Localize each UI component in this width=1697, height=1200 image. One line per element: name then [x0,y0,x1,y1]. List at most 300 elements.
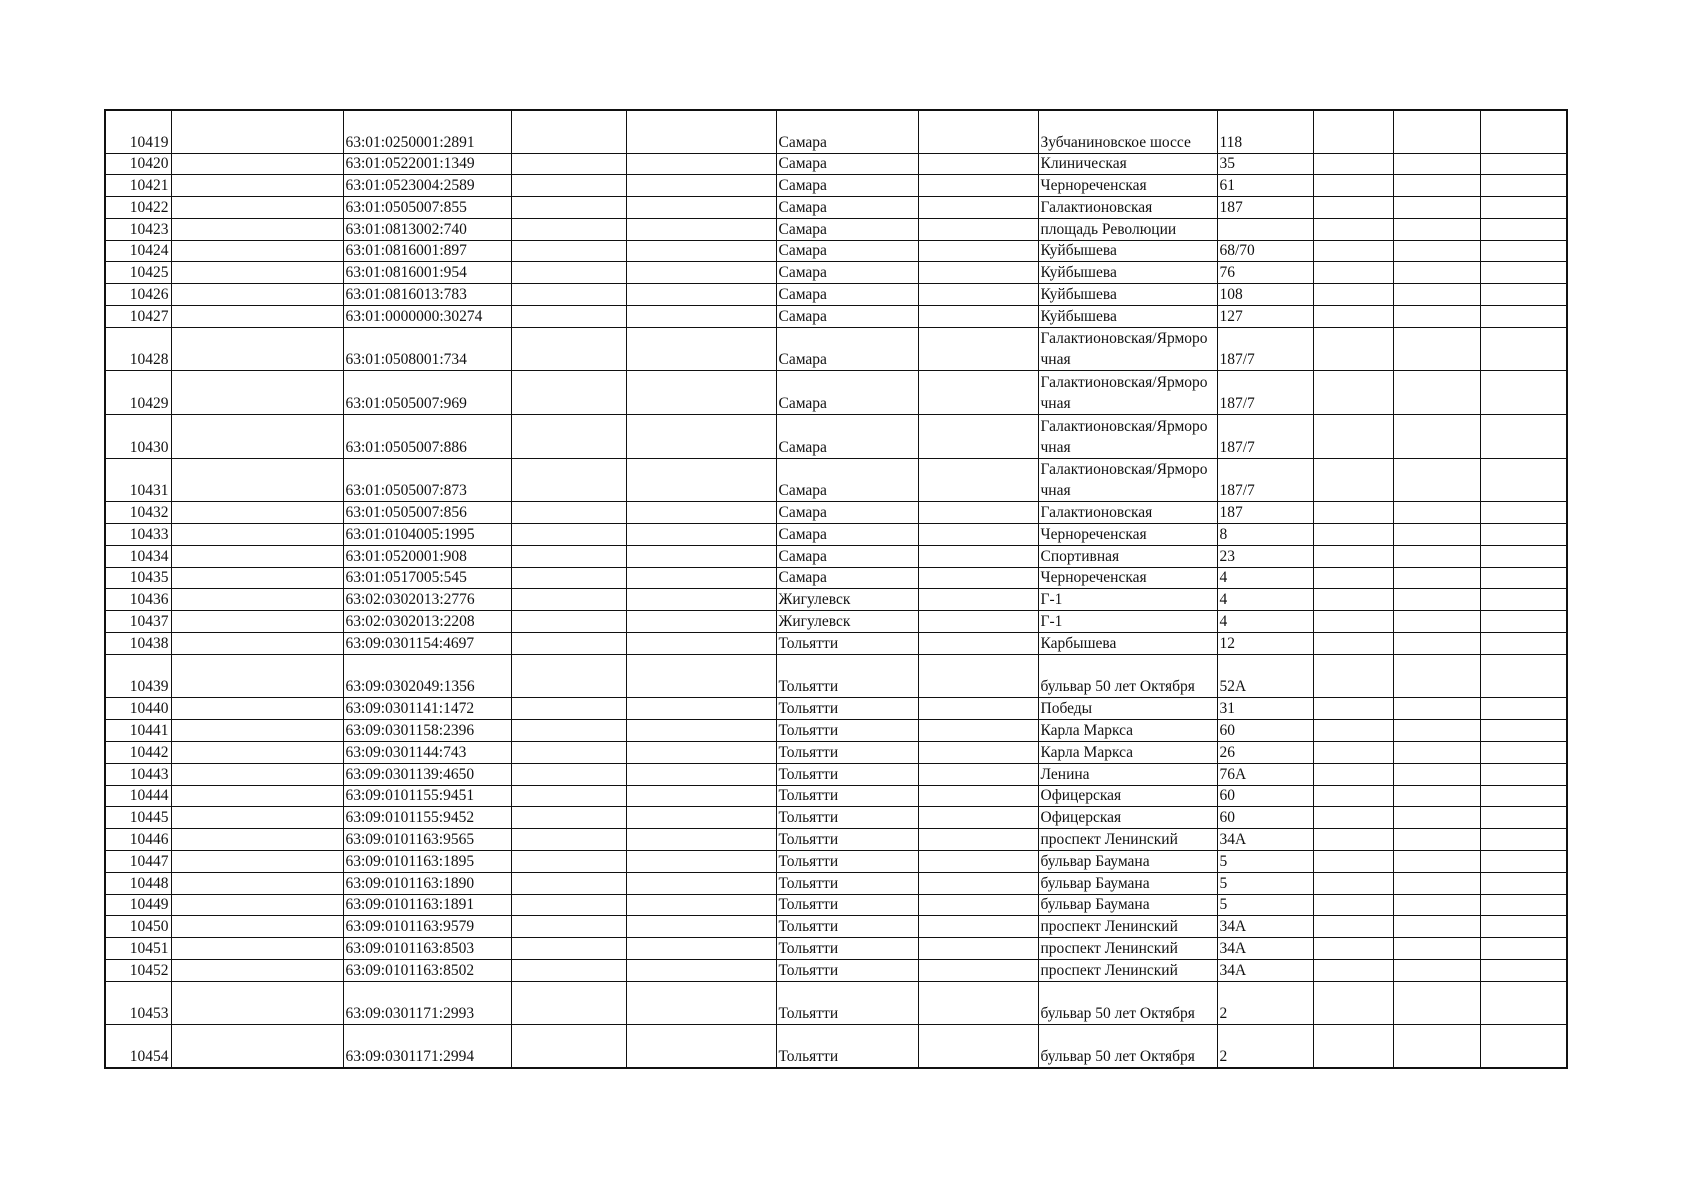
city-cell: Самара [776,567,918,589]
empty-cell [171,938,343,960]
street-cell: Галактионовская/Ярморочная [1038,415,1217,459]
house-number-cell: 5 [1217,894,1313,916]
empty-cell [511,240,626,262]
empty-cell [1313,175,1393,197]
cadastral-number-cell: 63:01:0816013:783 [343,284,511,306]
empty-cell [918,502,1038,524]
city-cell: Тольятти [776,916,918,938]
empty-cell [1393,807,1480,829]
empty-cell [1313,1025,1393,1069]
empty-cell [1313,698,1393,720]
house-number-cell: 5 [1217,851,1313,873]
empty-cell [1393,524,1480,546]
cadastral-number-cell: 63:09:0101155:9451 [343,785,511,807]
house-number-cell: 60 [1217,720,1313,742]
cadastral-number-cell: 63:01:0813002:740 [343,218,511,240]
empty-cell [511,720,626,742]
empty-cell [511,284,626,306]
street-cell: Г-1 [1038,589,1217,611]
city-cell: Самара [776,284,918,306]
empty-cell [1393,916,1480,938]
empty-cell [511,110,626,153]
street-cell: бульвар 50 лет Октября [1038,981,1217,1025]
row-number-cell: 10447 [105,851,171,873]
street-cell: Клиническая [1038,153,1217,175]
row-number-cell: 10439 [105,654,171,698]
table-row [105,524,1567,546]
empty-cell [626,959,776,981]
row-number-cell: 10429 [105,371,171,415]
empty-cell [1480,502,1567,524]
city-cell: Самара [776,524,918,546]
table-row [105,611,1567,633]
city-cell: Самара [776,545,918,567]
empty-cell [1480,611,1567,633]
empty-cell [1480,807,1567,829]
cadastral-number-cell: 63:09:0302049:1356 [343,654,511,698]
empty-cell [1480,938,1567,960]
empty-cell [171,240,343,262]
row-number-cell: 10449 [105,894,171,916]
empty-cell [1480,654,1567,698]
street-cell: Куйбышева [1038,306,1217,328]
empty-cell [511,611,626,633]
empty-cell [511,654,626,698]
cadastral-number-cell: 63:01:0505007:886 [343,415,511,459]
city-cell: Тольятти [776,851,918,873]
empty-cell [171,371,343,415]
street-cell: бульвар Баумана [1038,851,1217,873]
table-row [105,218,1567,240]
empty-cell [1313,916,1393,938]
house-number-cell: 8 [1217,524,1313,546]
registry-table [104,109,1568,1069]
table-row [105,698,1567,720]
row-number-cell: 10450 [105,916,171,938]
empty-cell [1313,153,1393,175]
empty-cell [626,371,776,415]
street-cell: Зубчаниновское шоссе [1038,110,1217,153]
empty-cell [626,218,776,240]
row-number-cell: 10422 [105,197,171,219]
empty-cell [511,742,626,764]
row-number-cell: 10452 [105,959,171,981]
row-number-cell: 10435 [105,567,171,589]
empty-cell [1313,785,1393,807]
cadastral-number-cell: 63:01:0505007:855 [343,197,511,219]
city-cell: Тольятти [776,959,918,981]
table-row [105,851,1567,873]
empty-cell [626,981,776,1025]
empty-cell [1393,589,1480,611]
empty-cell [918,240,1038,262]
table-row [105,654,1567,698]
street-cell: проспект Ленинский [1038,829,1217,851]
empty-cell [1393,785,1480,807]
empty-cell [511,371,626,415]
city-cell: Самара [776,218,918,240]
table-row [105,567,1567,589]
table-row [105,175,1567,197]
street-cell: проспект Ленинский [1038,938,1217,960]
empty-cell [1480,742,1567,764]
street-cell: Карла Маркса [1038,742,1217,764]
row-number-cell: 10434 [105,545,171,567]
table-row [105,502,1567,524]
house-number-cell: 187/7 [1217,327,1313,371]
empty-cell [511,872,626,894]
empty-cell [918,654,1038,698]
city-cell: Тольятти [776,654,918,698]
empty-cell [1313,981,1393,1025]
street-cell: проспект Ленинский [1038,959,1217,981]
empty-cell [626,742,776,764]
city-cell: Тольятти [776,807,918,829]
empty-cell [1393,611,1480,633]
row-number-cell: 10424 [105,240,171,262]
row-number-cell: 10445 [105,807,171,829]
empty-cell [626,763,776,785]
cadastral-number-cell: 63:01:0816001:897 [343,240,511,262]
cadastral-number-cell: 63:01:0505007:856 [343,502,511,524]
city-cell: Жигулевск [776,611,918,633]
house-number-cell: 34А [1217,938,1313,960]
empty-cell [511,807,626,829]
house-number-cell: 76А [1217,763,1313,785]
empty-cell [918,153,1038,175]
empty-cell [1393,240,1480,262]
empty-cell [1393,327,1480,371]
empty-cell [918,981,1038,1025]
city-cell: Самара [776,175,918,197]
empty-cell [511,327,626,371]
cadastral-number-cell: 63:09:0301171:2993 [343,981,511,1025]
street-cell: Офицерская [1038,785,1217,807]
empty-cell [626,720,776,742]
city-cell: Самара [776,262,918,284]
empty-cell [1480,153,1567,175]
table-row [105,240,1567,262]
empty-cell [511,938,626,960]
street-cell: Галактионовская/Ярморочная [1038,458,1217,502]
row-number-cell: 10431 [105,458,171,502]
empty-cell [626,502,776,524]
empty-cell [918,218,1038,240]
empty-cell [1480,545,1567,567]
empty-cell [1480,589,1567,611]
empty-cell [1480,415,1567,459]
house-number-cell: 187 [1217,197,1313,219]
cadastral-number-cell: 63:09:0301171:2994 [343,1025,511,1069]
empty-cell [626,807,776,829]
city-cell: Самара [776,110,918,153]
house-number-cell: 31 [1217,698,1313,720]
empty-cell [918,567,1038,589]
street-cell: бульвар 50 лет Октября [1038,654,1217,698]
empty-cell [1480,894,1567,916]
city-cell: Тольятти [776,742,918,764]
empty-cell [1393,153,1480,175]
empty-cell [1393,371,1480,415]
cadastral-number-cell: 63:09:0101163:1891 [343,894,511,916]
cadastral-number-cell: 63:09:0301139:4650 [343,763,511,785]
street-cell: Галактионовская [1038,197,1217,219]
empty-cell [918,851,1038,873]
empty-cell [171,1025,343,1069]
empty-cell [918,589,1038,611]
row-number-cell: 10454 [105,1025,171,1069]
empty-cell [511,262,626,284]
city-cell: Самара [776,240,918,262]
street-cell: Галактионовская [1038,502,1217,524]
city-cell: Самара [776,327,918,371]
empty-cell [626,1025,776,1069]
empty-cell [918,524,1038,546]
empty-cell [171,567,343,589]
empty-cell [918,742,1038,764]
empty-cell [511,197,626,219]
cadastral-number-cell: 63:01:0523004:2589 [343,175,511,197]
table-row [105,829,1567,851]
empty-cell [171,851,343,873]
house-number-cell: 34А [1217,959,1313,981]
city-cell: Тольятти [776,633,918,655]
empty-cell [511,218,626,240]
cadastral-number-cell: 63:01:0517005:545 [343,567,511,589]
empty-cell [1313,262,1393,284]
empty-cell [1393,872,1480,894]
empty-cell [1393,545,1480,567]
empty-cell [171,545,343,567]
city-cell: Жигулевск [776,589,918,611]
street-cell: Галактионовская/Ярморочная [1038,371,1217,415]
street-cell: Карла Маркса [1038,720,1217,742]
house-number-cell: 4 [1217,567,1313,589]
street-cell: Чернореченская [1038,175,1217,197]
cadastral-number-cell: 63:01:0522001:1349 [343,153,511,175]
empty-cell [1480,916,1567,938]
empty-cell [626,153,776,175]
row-number-cell: 10443 [105,763,171,785]
empty-cell [626,262,776,284]
empty-cell [918,959,1038,981]
table-row [105,720,1567,742]
empty-cell [1313,545,1393,567]
empty-cell [1313,851,1393,873]
empty-cell [626,175,776,197]
empty-cell [171,153,343,175]
empty-cell [1313,938,1393,960]
empty-cell [1313,763,1393,785]
empty-cell [1480,240,1567,262]
empty-cell [171,110,343,153]
row-number-cell: 10426 [105,284,171,306]
table-row [105,872,1567,894]
empty-cell [1480,175,1567,197]
empty-cell [626,872,776,894]
street-cell: Чернореченская [1038,524,1217,546]
row-number-cell: 10436 [105,589,171,611]
empty-cell [511,153,626,175]
cadastral-number-cell: 63:01:0505007:873 [343,458,511,502]
empty-cell [1313,720,1393,742]
city-cell: Самара [776,371,918,415]
cadastral-number-cell: 63:01:0505007:969 [343,371,511,415]
empty-cell [171,458,343,502]
empty-cell [171,306,343,328]
cadastral-number-cell: 63:01:0520001:908 [343,545,511,567]
house-number-cell: 187/7 [1217,415,1313,459]
row-number-cell: 10444 [105,785,171,807]
empty-cell [1313,218,1393,240]
empty-cell [1313,742,1393,764]
empty-cell [1313,284,1393,306]
empty-cell [918,306,1038,328]
house-number-cell: 2 [1217,1025,1313,1069]
empty-cell [1393,654,1480,698]
empty-cell [1313,502,1393,524]
table-row [105,981,1567,1025]
empty-cell [1480,327,1567,371]
empty-cell [511,545,626,567]
empty-cell [1393,502,1480,524]
row-number-cell: 10419 [105,110,171,153]
empty-cell [171,327,343,371]
empty-cell [1480,306,1567,328]
empty-cell [918,698,1038,720]
empty-cell [918,916,1038,938]
empty-cell [1393,458,1480,502]
empty-cell [1393,938,1480,960]
empty-cell [511,567,626,589]
street-cell: проспект Ленинский [1038,916,1217,938]
empty-cell [1393,829,1480,851]
cadastral-number-cell: 63:01:0508001:734 [343,327,511,371]
empty-cell [511,175,626,197]
table-row [105,807,1567,829]
empty-cell [918,829,1038,851]
row-number-cell: 10451 [105,938,171,960]
street-cell: Куйбышева [1038,284,1217,306]
empty-cell [1313,894,1393,916]
table-row [105,110,1567,153]
row-number-cell: 10428 [105,327,171,371]
empty-cell [1313,872,1393,894]
empty-cell [1393,742,1480,764]
empty-cell [511,785,626,807]
empty-cell [918,545,1038,567]
empty-cell [626,524,776,546]
table-row [105,327,1567,371]
city-cell: Тольятти [776,872,918,894]
empty-cell [1480,371,1567,415]
city-cell: Тольятти [776,720,918,742]
empty-cell [171,524,343,546]
empty-cell [1393,959,1480,981]
empty-cell [918,938,1038,960]
empty-cell [918,611,1038,633]
empty-cell [1313,415,1393,459]
row-number-cell: 10425 [105,262,171,284]
empty-cell [171,654,343,698]
street-cell: Победы [1038,698,1217,720]
empty-cell [171,415,343,459]
empty-cell [511,415,626,459]
city-cell: Тольятти [776,894,918,916]
empty-cell [1393,197,1480,219]
city-cell: Самара [776,458,918,502]
empty-cell [1393,633,1480,655]
empty-cell [1393,851,1480,873]
empty-cell [1480,1025,1567,1069]
cadastral-number-cell: 63:09:0301154:4697 [343,633,511,655]
table-row [105,785,1567,807]
empty-cell [1393,894,1480,916]
row-number-cell: 10440 [105,698,171,720]
empty-cell [626,829,776,851]
empty-cell [626,284,776,306]
empty-cell [918,633,1038,655]
empty-cell [1313,807,1393,829]
table-row [105,916,1567,938]
row-number-cell: 10442 [105,742,171,764]
empty-cell [1313,567,1393,589]
empty-cell [626,785,776,807]
cadastral-number-cell: 63:09:0101163:1895 [343,851,511,873]
street-cell: бульвар Баумана [1038,872,1217,894]
empty-cell [626,415,776,459]
row-number-cell: 10420 [105,153,171,175]
table-row [105,742,1567,764]
house-number-cell: 35 [1217,153,1313,175]
empty-cell [171,872,343,894]
empty-cell [171,633,343,655]
empty-cell [918,458,1038,502]
cadastral-number-cell: 63:09:0101155:9452 [343,807,511,829]
empty-cell [1480,284,1567,306]
empty-cell [1480,763,1567,785]
empty-cell [511,589,626,611]
row-number-cell: 10427 [105,306,171,328]
empty-cell [1480,720,1567,742]
empty-cell [626,851,776,873]
street-cell: Галактионовская/Ярморочная [1038,327,1217,371]
empty-cell [1393,720,1480,742]
empty-cell [1313,611,1393,633]
cadastral-number-cell: 63:09:0301158:2396 [343,720,511,742]
cadastral-number-cell: 63:09:0101163:9565 [343,829,511,851]
empty-cell [1313,654,1393,698]
row-number-cell: 10453 [105,981,171,1025]
row-number-cell: 10441 [105,720,171,742]
row-number-cell: 10430 [105,415,171,459]
empty-cell [171,959,343,981]
empty-cell [1480,872,1567,894]
row-number-cell: 10423 [105,218,171,240]
empty-cell [511,306,626,328]
cadastral-number-cell: 63:01:0104005:1995 [343,524,511,546]
empty-cell [511,524,626,546]
empty-cell [1393,1025,1480,1069]
row-number-cell: 10437 [105,611,171,633]
house-number-cell: 68/70 [1217,240,1313,262]
empty-cell [1480,851,1567,873]
cadastral-number-cell: 63:09:0301144:743 [343,742,511,764]
cadastral-number-cell: 63:09:0101163:8502 [343,959,511,981]
house-number-cell: 2 [1217,981,1313,1025]
empty-cell [1480,981,1567,1025]
empty-cell [626,938,776,960]
